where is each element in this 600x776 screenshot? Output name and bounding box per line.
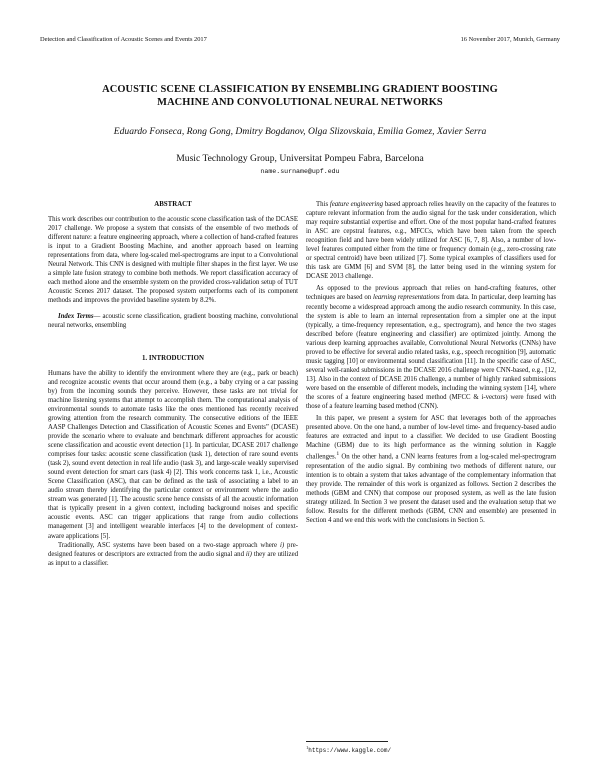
footnote-divider bbox=[306, 741, 388, 742]
title-line-2: MACHINE AND CONVOLUTIONAL NEURAL NETWORKS bbox=[157, 97, 443, 108]
intro-p2-text-c: they are utilized as input to a classifier. bbox=[48, 550, 298, 567]
intro-paragraph-1: Humans have the ability to identify the environment where they are (e.g., park or beach) and recognize acoustic events that occur around them (e.g., a baby crying or a car passing by) from the incoming sounds they perceive. However, these tasks are not trivial for machine listening systems that attempt to accomplish them. The computational analysis of environmental sounds to automate tasks like the ones mentioned has recently received growing attention from the research community. The consecutive editions of the IEEE AASP Challenges Detection and Classification of Acoustic Scenes and Events” (DCASE) provide the scenario where to evaluate and benchmark different approaches for acoustic scene classification and acoustic event detection [1]. In particular, DCASE 2017 challenge comprises four tasks: acoustic scene classification (task 1), detection of rare sound events (task 2), sound event detection in real life audio (task 3), and large-scale weakly supervised sound event detection for smart cars (task 4) [2]. This work concerns task 1, i.e., Acoustic Scene Classification (ASC), that can be defined as the task of associating a label to an audio stream thereby identifying the particular context or environment where the audio stream was generated [1]. The acoustic scene hence consists of all the acoustic information that is typically present in a given context, including background noises and specific acoustic events. ASC can trigger applications that range from audio collections management [3] and intelligent wearable interfaces [4] to the development of context-aware applications [5]. bbox=[48, 369, 298, 540]
running-header-right: 16 November 2017, Munich, Germany bbox=[460, 36, 560, 43]
footnote-url[interactable]: https://www.kaggle.com/ bbox=[308, 747, 392, 754]
right-p1-text-b: based approach relies heavily on the capacity of the features to capture relevant information from the audio signal for the task under consideration, which may require substantial expertise and effort. One of the most popular hand-crafted features in ASC are cepstral features, e.g., MFCCs, which have been taken from the speech recognition field and have been widely utilized for ASC [6, 7, 8]. Also, a number of low-level features computed either from the time or frequency domain (e.g., zero-crossing rate or spectral centroid) have been utilized [7]. Some typical examples of classifiers used for this task are GMM [6] and SVM [8], the latter being used in the winning system for DCASE 2013 challenge. bbox=[306, 201, 556, 281]
footnote-marker: 1 bbox=[336, 451, 340, 458]
footnote-number: 1 bbox=[306, 745, 309, 750]
affiliation: Music Technology Group, Universitat Pompeu Fabra, Barcelona bbox=[176, 153, 424, 164]
intro-paragraph-2 bbox=[48, 541, 298, 568]
right-column bbox=[306, 200, 556, 525]
intro-p2-roman-i: i) bbox=[279, 541, 285, 549]
abstract-text: This work describes our contribution to the acoustic scene classification task of the DCASE 2017 challenge. We propose a system that consists of the ensemble of two methods of different nature: a feature engineering approach, where a collection of hand-crafted features is input to a Gradient Boosting Machine, and another approach based on learning representations from data, where log-scaled mel-spectrograms are input to a Convolutional Neural Network. This CNN is designed with multiple filter shapes in the first layer. We use a simple late fusion strategy to combine both methods. We report classification accuracy of each method alone and the ensemble system on the provided cross-validation setup of TUT Acoustic Scenes 2017 dataset. The proposed system outperforms each of its component methods and improves the provided baseline system by 8.2%. bbox=[48, 216, 298, 305]
intro-p2-roman-ii: ii) bbox=[245, 550, 252, 558]
abstract-heading: ABSTRACT bbox=[154, 201, 192, 208]
right-p1-emphasis: feature engineering bbox=[329, 201, 384, 208]
paper-title bbox=[40, 83, 560, 109]
index-terms-label: Index Terms bbox=[58, 312, 94, 320]
title-line-1: ACOUSTIC SCENE CLASSIFICATION BY ENSEMBLING GRADIENT BOOSTING bbox=[102, 84, 498, 95]
right-paragraph-1 bbox=[306, 200, 556, 281]
footnote bbox=[306, 745, 391, 754]
right-p3-text-a: In this paper, we present a system for ASC that leverages both of the approaches presented above. On the one hand, a number of low-level time- and frequency-based audio features are extracted and input to a classifier. We decided to use Gradient Boosting Machine (GBM) due to its high performance as the winning solution in Kaggle challenges. bbox=[306, 415, 556, 461]
introduction-heading: 1. INTRODUCTION bbox=[141, 354, 205, 362]
running-header-left: Detection and Classification of Acoustic Scenes and Events 2017 bbox=[40, 36, 207, 43]
index-terms-text: — acoustic scene classification, gradient boosting machine, convolutional neural networks, ensembling bbox=[48, 312, 298, 329]
abstract-body bbox=[48, 215, 298, 305]
right-p3-text-b: On the other hand, a CNN learns features from a log-scaled mel-spectrogram representation of the audio signal. By combining two methods of different nature, our intention is to obtain a system that takes advantage of the complementary information that they provide. The remainder of this work is organized as follows. Section 2 describes the methods (GBM and CNN) that compose our proposed system, as well as the late fusion strategy utilized. In Section 3 we present the dataset used and the evaluation setup that we follow. Results for the different methods (GBM, CNN and ensemble) are presented in Section 4 and we end this work with the conclusions in Section 5. bbox=[306, 453, 556, 524]
right-p2-text-a: As opposed to the previous approach that relies on hand-crafting features, other techniques are based on bbox=[306, 285, 556, 302]
left-column bbox=[48, 200, 298, 568]
right-p2-emphasis: learning representations bbox=[372, 294, 440, 302]
author-list: Eduardo Fonseca, Rong Gong, Dmitry Bogdanov, Olga Slizovskaia, Emilia Gomez, Xavier Serra bbox=[113, 126, 487, 137]
contact-email: name.surname@upf.edu bbox=[260, 168, 340, 175]
right-p2-text-b: from data. In particular, deep learning has recently become a widespread approach among the audio research community. In this case, the system is able to learn an internal representation from a simpler one at the input (typically, a time-frequency representation, e.g., spectrogram), and hence the two stages described before (feature engineering and classifier) are optimized jointly. Among the various deep learning approaches available, Convolutional Neural Networks (CNNs) have proved to be effective for several audio related tasks, e.g., speech recognition [9], automatic music tagging [10] or environmental sound classification [11]. In the specific case of ASC, several well-ranked submissions in the DCASE 2016 challenge were CNN-based, e.g., [12, 13]. Also in the context of DCASE 2016 challenge, a number of highly ranked submissions were based on the ensemble of different models, including the winning system [14], where the scores of a feature engineering based method (MFCC & i-vectors) were fused with those of a feature learning based method (CNN). bbox=[306, 294, 557, 411]
right-paragraph-2 bbox=[306, 284, 556, 411]
index-terms bbox=[48, 312, 298, 330]
intro-p2-text-b: pre-designed features or descriptors are extracted from the audio signal and bbox=[48, 541, 298, 558]
intro-p2-text-a: Traditionally, ASC systems have been based on a two-stage approach where bbox=[58, 541, 280, 549]
right-paragraph-3 bbox=[306, 414, 556, 525]
right-p1-text-a: This bbox=[316, 201, 330, 208]
